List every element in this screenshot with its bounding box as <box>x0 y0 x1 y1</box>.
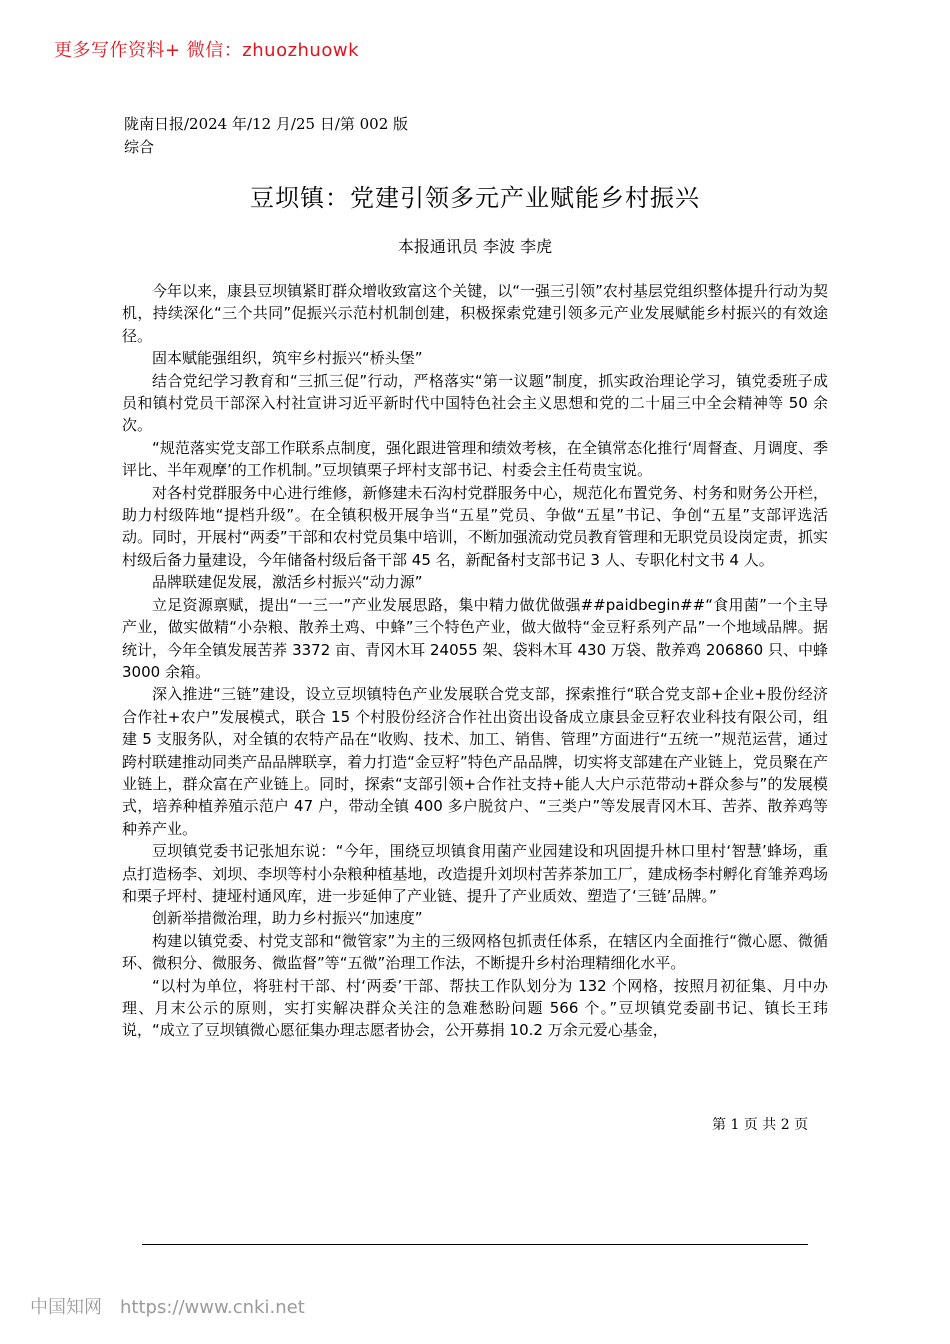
paragraph: “规范落实党支部工作联系点制度，强化跟进管理和绩效考核，在全镇常态化推行‘周督查、月调度、季评比、半年观摩’的工作机制。”豆坝镇栗子坪村支部书记、村委会主任苟贵宝说。 <box>122 438 828 480</box>
watermark-site-name: 中国知网 <box>30 1297 102 1318</box>
section-heading: 创新举措微治理，助力乡村振兴“加速度” <box>152 909 423 928</box>
page-number: 第 1 页 共 2 页 <box>712 1117 809 1133</box>
watermark-url: https://www.cnki.net <box>120 1297 305 1318</box>
paragraph: 结合党纪学习教育和“三抓三促”行动，严格落实“第一议题”制度，抓实政治理论学习，镇党委班子成员和镇村党员干部深入村社宣讲习近平新时代中国特色社会主义思想和党的二十届三中全会精神等 50 余次。 <box>122 371 828 435</box>
cnki-watermark <box>30 1293 305 1319</box>
paragraph: 对各村党群服务中心进行维修，新修建未石沟村党群服务中心，规范化布置党务、村务和财务公开栏，助力村级阵地“提档升级”。在全镇积极开展争当“五星”党员、争做“五星”书记、争创“五星”支部评选活动。同时，开展村“两委”干部和农村党员集中培训，不断加强流动党员教育管理和无职党员设岗定责，抓实村级后备力量建设，今年储备村级后备干部 45 名，新配备村支部书记 3 人、专职化村文书 4 人。 <box>122 483 829 569</box>
paragraph: 今年以来，康县豆坝镇紧盯群众增收致富这个关键，以“一强三引领”农村基层党组织整体提升行动为契机，持续深化“三个共同”促振兴示范村机制创建，积极探索党建引领多元产业发展赋能乡村振兴的有效途径。 <box>122 282 828 345</box>
paragraph: 立足资源禀赋，提出“一三一”产业发展思路，集中精力做优做强##paidbegin##“食用菌”一个主导产业，做实做精“小杂粮、散养土鸡、中蜂”三个特色产业，做大做特“金豆籽系列产品”一个地域品牌。据统计，今年全镇发展苦荞 3372 亩、青冈木耳 24055 架、袋料木耳 430 万袋、散养鸡 206860 只、中蜂 3000 余箱。 <box>122 595 828 681</box>
publication-source: 陇南日报/2024 年/12 月/25 日/第 002 版综合 <box>124 115 409 156</box>
section-heading: 固本赋能强组织，筑牢乡村振兴“桥头堡” <box>152 349 423 368</box>
footer-divider <box>142 1244 808 1245</box>
promo-banner: 更多写作资料+ 微信：zhuozhuowk <box>54 40 360 61</box>
article-byline: 本报通讯员 李波 李虎 <box>397 237 553 256</box>
section-heading: 品牌联建促发展，激活乡村振兴“动力源” <box>152 573 423 592</box>
paragraph: 豆坝镇党委书记张旭东说：“今年，围绕豆坝镇食用菌产业园建设和巩固提升林口里村‘智慧’蜂场，重点打造杨李、刘坝、李坝等村小杂粮种植基地，改造提升刘坝村苦荞茶加工厂，建成杨李村孵化育雏养鸡场和栗子坪村、捷垭村通风库，进一步延伸了产业链、提升了产业质效、塑造了‘三链’品牌。” <box>122 842 828 905</box>
article-title: 豆坝镇：党建引领多元产业赋能乡村振兴 <box>250 184 700 212</box>
paragraph: 深入推进“三链”建设，设立豆坝镇特色产业发展联合党支部，探索推行“联合党支部+企业+股份经济合作社+农户”发展模式，联合 15 个村股份经济合作社出资出设备成立康县金豆籽农业科技有限公司，组建 5 支服务队，对全镇的农特产品在“收购、技术、加工、销售、管理”方面进行“五统一”规范运营，通过跨村联建推动同类产品品牌联享，着力打造“金豆籽”特色产品品牌，切实将支部建在产业链上，党员聚在产业链上，群众富在产业链上。同时，探索“支部引领+合作社支持+能人大户示范带动+群众参与”的发展模式，培养种植养殖示范户 47 户，带动全镇 400 多户脱贫户、“三类户”等发展青冈木耳、苦荞、散养鸡等种养产业。 <box>122 685 829 838</box>
paragraph: 构建以镇党委、村党支部和“微管家”为主的三级网格包抓责任体系，在辖区内全面推行“微心愿、微循环、微积分、微服务、微监督”等“五微”治理工作法，不断提升乡村治理精细化水平。 <box>122 931 828 973</box>
article-body <box>122 280 828 1042</box>
paragraph: “以村为单位，将驻村干部、村‘两委’干部、帮扶工作队划分为 132 个网格，按照月初征集、月中办理、月末公示的原则，实打实解决群众关注的急难愁盼问题 566 个。”豆坝镇党委副书记、镇长王玮说，“成立了豆坝镇微心愿征集办理志愿者协会，公开募捐 10.2 万余元爱心基金， <box>122 976 828 1040</box>
